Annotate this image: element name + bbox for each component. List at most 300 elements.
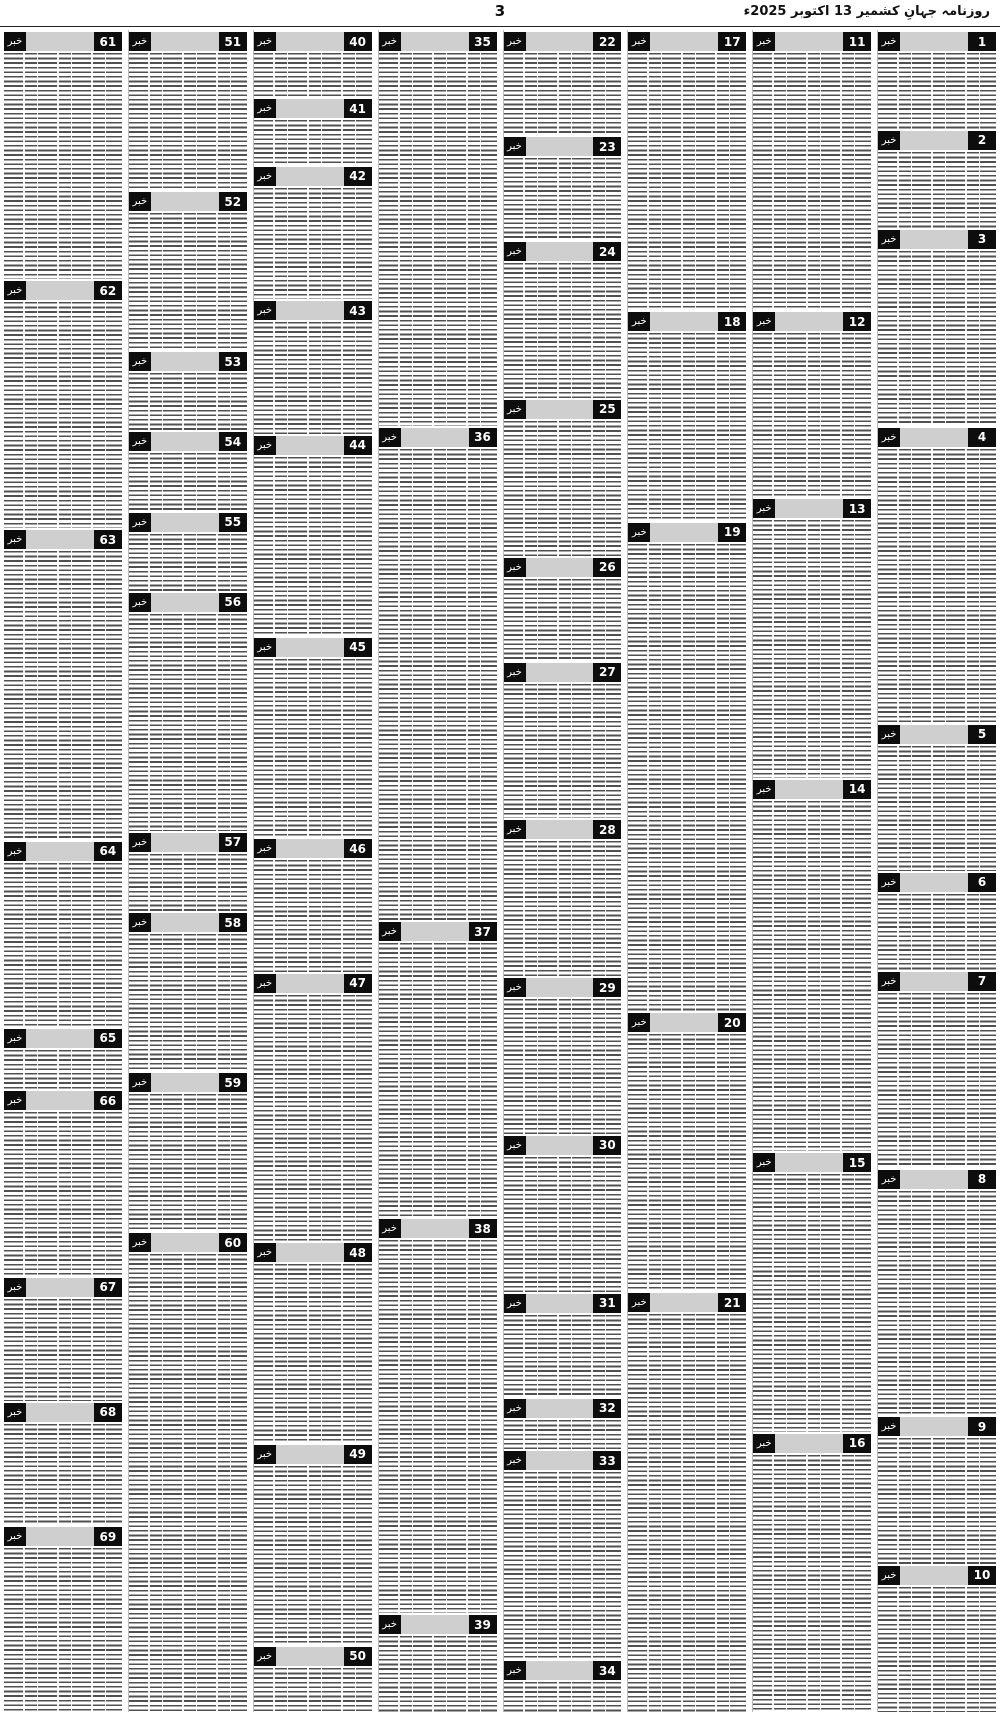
header-bar bbox=[276, 167, 344, 186]
news-item bbox=[254, 1645, 372, 1712]
news-badge: خبر bbox=[878, 725, 900, 744]
news-item-header bbox=[129, 833, 247, 852]
news-badge: خبر bbox=[504, 1399, 526, 1418]
news-item-header bbox=[379, 428, 497, 447]
news-item-number: 19 bbox=[718, 523, 746, 542]
news-badge: خبر bbox=[878, 873, 900, 892]
header-bar bbox=[526, 1294, 594, 1313]
news-badge: خبر bbox=[628, 1293, 650, 1312]
news-item bbox=[4, 528, 122, 839]
news-badge: خبر bbox=[254, 99, 276, 118]
news-badge: خبر bbox=[504, 1294, 526, 1313]
news-item bbox=[4, 1089, 122, 1276]
news-text-block bbox=[504, 263, 622, 398]
header-bar bbox=[775, 32, 843, 51]
news-text-block bbox=[753, 1455, 871, 1712]
news-item bbox=[129, 511, 247, 591]
news-text-block bbox=[878, 251, 996, 426]
news-text-block bbox=[129, 213, 247, 350]
news-item bbox=[129, 430, 247, 510]
news-text-block bbox=[379, 943, 497, 1217]
news-item-number: 56 bbox=[219, 593, 247, 612]
header-bar bbox=[26, 1278, 94, 1297]
news-text-block bbox=[254, 1264, 372, 1443]
news-item-number: 28 bbox=[593, 820, 621, 839]
header-bar bbox=[526, 558, 594, 577]
news-badge: خبر bbox=[379, 922, 401, 941]
header-bar bbox=[276, 32, 344, 51]
news-item-number: 57 bbox=[219, 833, 247, 852]
header-bar bbox=[650, 32, 718, 51]
news-item bbox=[878, 1415, 996, 1563]
news-text-block bbox=[878, 894, 996, 970]
header-bar bbox=[401, 1615, 469, 1634]
news-item-header bbox=[254, 1243, 372, 1262]
news-badge: خبر bbox=[129, 593, 151, 612]
news-column-2 bbox=[752, 30, 871, 1712]
news-item-header bbox=[129, 1073, 247, 1092]
news-item-header bbox=[504, 978, 622, 997]
news-badge: خبر bbox=[878, 972, 900, 991]
news-item-number: 41 bbox=[344, 99, 372, 118]
news-item bbox=[4, 840, 122, 1027]
header-bar bbox=[526, 1136, 594, 1155]
news-badge: خبر bbox=[504, 663, 526, 682]
news-text-block bbox=[878, 1191, 996, 1415]
news-item bbox=[504, 818, 622, 976]
news-text-block bbox=[628, 53, 746, 310]
news-item-header bbox=[878, 1566, 996, 1585]
news-item-header bbox=[504, 1399, 622, 1418]
news-item-number: 24 bbox=[593, 242, 621, 261]
news-item-header bbox=[504, 1294, 622, 1313]
news-item bbox=[878, 129, 996, 228]
news-item bbox=[4, 1027, 122, 1089]
news-item-header bbox=[878, 873, 996, 892]
header-bar bbox=[775, 1153, 843, 1172]
header-bar bbox=[151, 833, 219, 852]
news-badge: خبر bbox=[129, 913, 151, 932]
news-text-block bbox=[628, 333, 746, 520]
news-item-number: 62 bbox=[94, 281, 122, 300]
news-text-block bbox=[878, 152, 996, 228]
news-item bbox=[254, 972, 372, 1241]
news-item-number: 9 bbox=[968, 1417, 996, 1436]
news-badge: خبر bbox=[753, 32, 775, 51]
news-text-block bbox=[379, 1240, 497, 1613]
news-item-number: 3 bbox=[968, 230, 996, 249]
news-item-header bbox=[254, 32, 372, 51]
header-bar bbox=[526, 663, 594, 682]
news-item-header bbox=[878, 1417, 996, 1436]
news-text-block bbox=[4, 1424, 122, 1526]
header-bar bbox=[276, 638, 344, 657]
news-item bbox=[129, 1231, 247, 1712]
header-bar bbox=[276, 99, 344, 118]
news-item-number: 4 bbox=[968, 428, 996, 447]
news-badge: خبر bbox=[129, 352, 151, 371]
header-bar bbox=[26, 281, 94, 300]
news-text-block bbox=[878, 1438, 996, 1563]
news-badge: خبر bbox=[4, 1029, 26, 1048]
news-item-number: 37 bbox=[469, 922, 497, 941]
news-item-number: 68 bbox=[94, 1403, 122, 1422]
news-item-number: 30 bbox=[593, 1136, 621, 1155]
news-item-number: 45 bbox=[344, 638, 372, 657]
news-column-5 bbox=[378, 30, 497, 1712]
header-bar bbox=[526, 1451, 594, 1470]
news-badge: خبر bbox=[379, 1219, 401, 1238]
header-bar bbox=[526, 137, 594, 156]
news-item-header bbox=[254, 1647, 372, 1666]
news-badge: خبر bbox=[254, 839, 276, 858]
news-item bbox=[129, 591, 247, 831]
header-bar bbox=[401, 922, 469, 941]
news-badge: خبر bbox=[4, 32, 26, 51]
news-text-block bbox=[254, 659, 372, 838]
news-item-number: 52 bbox=[219, 192, 247, 211]
news-text-block bbox=[878, 746, 996, 871]
news-item-number: 25 bbox=[593, 400, 621, 419]
news-columns bbox=[4, 30, 996, 1712]
news-badge: خبر bbox=[504, 137, 526, 156]
news-column-8 bbox=[4, 30, 122, 1712]
news-text-block bbox=[129, 453, 247, 510]
news-item-header bbox=[4, 281, 122, 300]
news-text-block bbox=[504, 999, 622, 1134]
news-badge: خبر bbox=[628, 523, 650, 542]
news-item-number: 42 bbox=[344, 167, 372, 186]
news-badge: خبر bbox=[628, 1013, 650, 1032]
header-bar bbox=[900, 428, 968, 447]
news-text-block bbox=[379, 449, 497, 921]
news-item-number: 11 bbox=[843, 32, 871, 51]
news-badge: خبر bbox=[254, 974, 276, 993]
header-bar bbox=[151, 432, 219, 451]
news-item-header bbox=[4, 1091, 122, 1110]
news-badge: خبر bbox=[254, 1647, 276, 1666]
news-column-1 bbox=[877, 30, 996, 1712]
news-item-header bbox=[254, 974, 372, 993]
news-text-block bbox=[753, 520, 871, 777]
news-item-header bbox=[504, 1661, 622, 1680]
news-item-number: 55 bbox=[219, 513, 247, 532]
news-item bbox=[753, 497, 871, 777]
news-item-header bbox=[504, 137, 622, 156]
news-item-header bbox=[504, 1136, 622, 1155]
news-text-block bbox=[379, 53, 497, 426]
news-text-block bbox=[254, 322, 372, 434]
news-text-block bbox=[4, 863, 122, 1027]
news-text-block bbox=[878, 993, 996, 1168]
news-badge: خبر bbox=[504, 1661, 526, 1680]
news-text-block bbox=[129, 614, 247, 831]
news-badge: خبر bbox=[379, 1615, 401, 1634]
news-badge: خبر bbox=[878, 1170, 900, 1189]
news-badge: خبر bbox=[254, 1243, 276, 1262]
news-item-number: 16 bbox=[843, 1434, 871, 1453]
header-bar bbox=[526, 400, 594, 419]
news-badge: خبر bbox=[504, 558, 526, 577]
news-text-block bbox=[4, 302, 122, 528]
news-badge: خبر bbox=[878, 32, 900, 51]
news-item-number: 1 bbox=[968, 32, 996, 51]
news-item-header bbox=[4, 842, 122, 861]
news-item bbox=[254, 30, 372, 97]
news-item-number: 15 bbox=[843, 1153, 871, 1172]
news-text-block bbox=[504, 53, 622, 135]
news-item-header bbox=[878, 131, 996, 150]
news-item-header bbox=[129, 913, 247, 932]
news-item bbox=[878, 1564, 996, 1712]
header-bar bbox=[900, 725, 968, 744]
news-column-4 bbox=[503, 30, 622, 1712]
news-badge: خبر bbox=[504, 242, 526, 261]
news-item bbox=[379, 1217, 497, 1613]
news-text-block bbox=[504, 421, 622, 556]
news-item bbox=[878, 970, 996, 1168]
header-bar bbox=[526, 978, 594, 997]
news-text-block bbox=[254, 457, 372, 636]
news-item-header bbox=[878, 1170, 996, 1189]
news-item-header bbox=[379, 922, 497, 941]
news-text-block bbox=[628, 1314, 746, 1712]
header-bar bbox=[151, 1073, 219, 1092]
header-bar bbox=[900, 230, 968, 249]
news-item bbox=[379, 30, 497, 426]
header-bar bbox=[900, 1566, 968, 1585]
news-text-block bbox=[4, 551, 122, 839]
news-badge: خبر bbox=[129, 192, 151, 211]
news-item-header bbox=[753, 499, 871, 518]
news-text-block bbox=[878, 1587, 996, 1712]
header-bar bbox=[151, 513, 219, 532]
news-text-block bbox=[628, 1034, 746, 1291]
header-bar bbox=[151, 32, 219, 51]
news-item bbox=[504, 398, 622, 556]
header-bar bbox=[151, 913, 219, 932]
news-badge: خبر bbox=[753, 780, 775, 799]
news-text-block bbox=[254, 1466, 372, 1645]
news-item-number: 54 bbox=[219, 432, 247, 451]
news-item-number: 20 bbox=[718, 1013, 746, 1032]
news-text-block bbox=[129, 1094, 247, 1231]
news-text-block bbox=[878, 53, 996, 129]
news-badge: خبر bbox=[4, 1091, 26, 1110]
news-item-header bbox=[4, 32, 122, 51]
news-item bbox=[504, 30, 622, 135]
news-item bbox=[753, 778, 871, 1152]
news-item bbox=[129, 831, 247, 911]
news-text-block bbox=[254, 120, 372, 164]
header-bar bbox=[775, 312, 843, 331]
news-badge: خبر bbox=[753, 1153, 775, 1172]
news-text-block bbox=[129, 934, 247, 1071]
news-item-header bbox=[878, 428, 996, 447]
news-item bbox=[878, 871, 996, 970]
news-badge: خبر bbox=[504, 820, 526, 839]
news-badge: خبر bbox=[628, 32, 650, 51]
news-item bbox=[504, 556, 622, 661]
news-item bbox=[254, 1241, 372, 1443]
news-item-header bbox=[628, 32, 746, 51]
news-item-header bbox=[753, 32, 871, 51]
news-item-number: 33 bbox=[593, 1451, 621, 1470]
news-badge: خبر bbox=[4, 1278, 26, 1297]
news-item-header bbox=[628, 1013, 746, 1032]
news-item-number: 46 bbox=[344, 839, 372, 858]
news-badge: خبر bbox=[504, 978, 526, 997]
header-bar bbox=[401, 1219, 469, 1238]
news-item-number: 8 bbox=[968, 1170, 996, 1189]
news-item bbox=[129, 350, 247, 430]
news-item-header bbox=[129, 192, 247, 211]
news-badge: خبر bbox=[753, 312, 775, 331]
header-bar bbox=[26, 530, 94, 549]
news-item bbox=[504, 1449, 622, 1659]
header-bar bbox=[775, 1434, 843, 1453]
news-item bbox=[4, 1276, 122, 1401]
news-item bbox=[129, 911, 247, 1071]
news-item-number: 23 bbox=[593, 137, 621, 156]
news-text-block bbox=[254, 1668, 372, 1712]
news-item-number: 18 bbox=[718, 312, 746, 331]
news-item bbox=[379, 1613, 497, 1712]
news-badge: خبر bbox=[254, 436, 276, 455]
news-item-number: 67 bbox=[94, 1278, 122, 1297]
news-badge: خبر bbox=[129, 432, 151, 451]
header-bar bbox=[26, 1403, 94, 1422]
news-item bbox=[504, 661, 622, 819]
news-item-number: 43 bbox=[344, 301, 372, 320]
news-item-header bbox=[628, 523, 746, 542]
news-item-number: 27 bbox=[593, 663, 621, 682]
news-badge: خبر bbox=[878, 131, 900, 150]
news-item-number: 13 bbox=[843, 499, 871, 518]
news-item bbox=[4, 30, 122, 279]
news-item-header bbox=[129, 513, 247, 532]
news-text-block bbox=[753, 1174, 871, 1431]
header-bar bbox=[526, 1661, 594, 1680]
news-item bbox=[504, 976, 622, 1134]
news-item bbox=[254, 165, 372, 300]
news-item-number: 31 bbox=[593, 1294, 621, 1313]
news-item-header bbox=[254, 99, 372, 118]
news-text-block bbox=[753, 801, 871, 1152]
news-badge: خبر bbox=[878, 428, 900, 447]
news-item bbox=[379, 920, 497, 1217]
news-item-header bbox=[254, 167, 372, 186]
news-text-block bbox=[628, 544, 746, 1012]
header-bar bbox=[151, 1233, 219, 1252]
news-item-number: 5 bbox=[968, 725, 996, 744]
news-item-number: 2 bbox=[968, 131, 996, 150]
header-bar bbox=[900, 32, 968, 51]
header-bar bbox=[26, 1091, 94, 1110]
news-badge: خبر bbox=[254, 638, 276, 657]
news-item bbox=[504, 135, 622, 240]
news-item-header bbox=[878, 972, 996, 991]
news-item-number: 40 bbox=[344, 32, 372, 51]
news-item-number: 7 bbox=[968, 972, 996, 991]
news-item bbox=[753, 1432, 871, 1712]
news-item bbox=[379, 426, 497, 921]
news-item-number: 17 bbox=[718, 32, 746, 51]
header-bar bbox=[276, 1243, 344, 1262]
news-item-number: 58 bbox=[219, 913, 247, 932]
news-item bbox=[4, 1401, 122, 1526]
news-text-block bbox=[753, 53, 871, 310]
header-bar bbox=[26, 842, 94, 861]
news-column-7 bbox=[128, 30, 247, 1712]
news-badge: خبر bbox=[504, 400, 526, 419]
news-item-number: 6 bbox=[968, 873, 996, 892]
news-badge: خبر bbox=[129, 32, 151, 51]
news-badge: خبر bbox=[628, 312, 650, 331]
news-item-number: 51 bbox=[219, 32, 247, 51]
header-bar bbox=[900, 873, 968, 892]
news-text-block bbox=[504, 841, 622, 976]
news-badge: خبر bbox=[504, 32, 526, 51]
news-badge: خبر bbox=[878, 230, 900, 249]
news-badge: خبر bbox=[753, 1434, 775, 1453]
news-item bbox=[628, 30, 746, 310]
header-bar bbox=[151, 352, 219, 371]
news-item-number: 47 bbox=[344, 974, 372, 993]
news-item-header bbox=[4, 1403, 122, 1422]
news-item bbox=[4, 1525, 122, 1712]
news-item bbox=[753, 310, 871, 497]
header-bar bbox=[526, 242, 594, 261]
header-bar bbox=[775, 499, 843, 518]
news-badge: خبر bbox=[753, 499, 775, 518]
header-bar bbox=[151, 593, 219, 612]
news-text-block bbox=[129, 1254, 247, 1712]
news-item-header bbox=[504, 820, 622, 839]
news-item-number: 12 bbox=[843, 312, 871, 331]
news-item-number: 64 bbox=[94, 842, 122, 861]
news-item-number: 26 bbox=[593, 558, 621, 577]
news-badge: خبر bbox=[254, 167, 276, 186]
news-item-header bbox=[4, 1527, 122, 1546]
news-text-block bbox=[504, 1157, 622, 1292]
news-item bbox=[129, 190, 247, 350]
news-text-block bbox=[504, 1420, 622, 1450]
news-item-header bbox=[129, 352, 247, 371]
news-item bbox=[129, 1071, 247, 1231]
news-item-number: 32 bbox=[593, 1399, 621, 1418]
news-item bbox=[254, 1443, 372, 1645]
news-column-3 bbox=[627, 30, 746, 1712]
news-text-block bbox=[129, 854, 247, 911]
news-item-number: 50 bbox=[344, 1647, 372, 1666]
news-text-block bbox=[504, 684, 622, 819]
news-badge: خبر bbox=[4, 1403, 26, 1422]
header-bar bbox=[401, 32, 469, 51]
news-item-number: 29 bbox=[593, 978, 621, 997]
news-item-header bbox=[379, 1219, 497, 1238]
news-item bbox=[129, 30, 247, 190]
news-item bbox=[628, 310, 746, 520]
news-badge: خبر bbox=[4, 530, 26, 549]
news-item-header bbox=[4, 1278, 122, 1297]
header-bar bbox=[401, 428, 469, 447]
news-item-header bbox=[753, 312, 871, 331]
header-bar bbox=[900, 1417, 968, 1436]
news-badge: خبر bbox=[878, 1566, 900, 1585]
news-text-block bbox=[4, 1548, 122, 1712]
news-badge: خبر bbox=[129, 833, 151, 852]
